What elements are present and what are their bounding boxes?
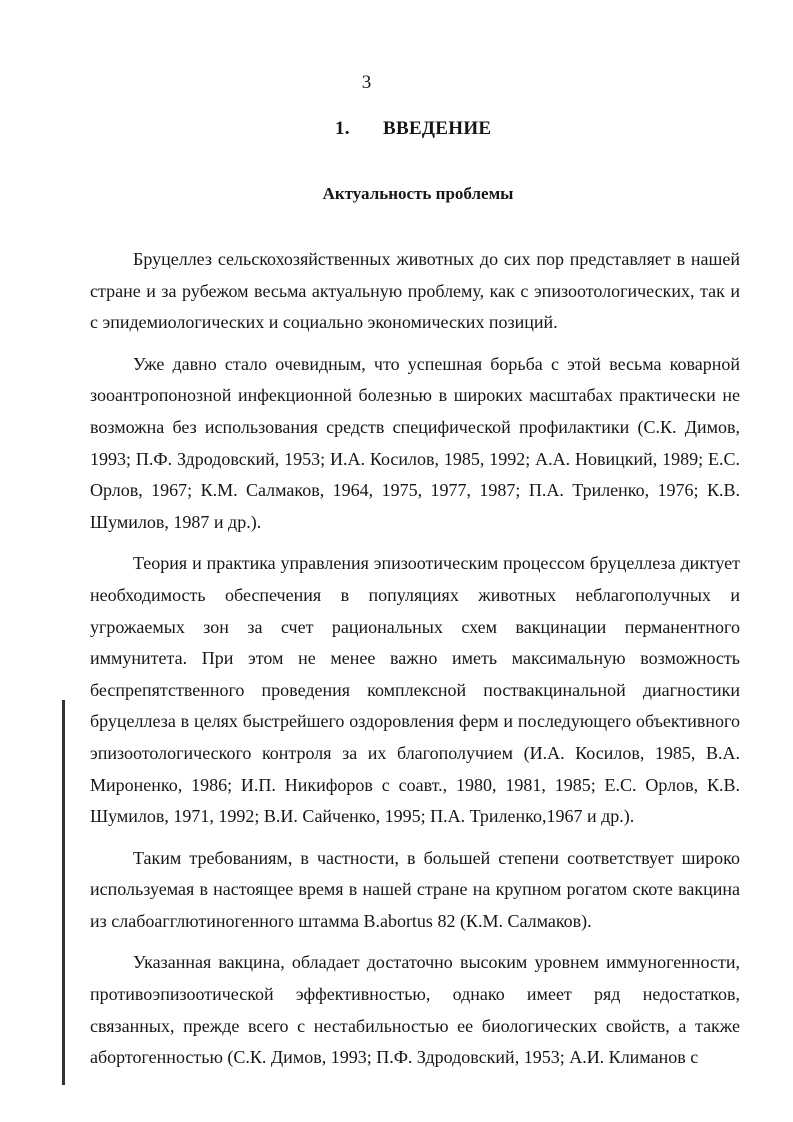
section-number: 1. xyxy=(335,118,350,139)
body-text xyxy=(90,244,740,1074)
section-heading xyxy=(335,118,491,140)
subheading: Актуальность проблемы xyxy=(322,184,514,203)
paragraph-4: Таким требованиям, в частности, в большей степени соответствует широко используемая в настоящее время в нашей стране на крупном рогатом скоте вакцина из слабоагглютиногенного штамма B.abortus 82 (К.М. Салмаков). xyxy=(90,847,740,931)
paragraph-2: Уже давно стало очевидным, что успешная борьба с этой весьма коварной зооантропонозной инфекционной болезнью в широких масштабах практически не возможна без использования средств специфической профилактики (С.К. Димов, 1993; П.Ф. Здродовский, 1953; И.А. Косилов, 1985, 1992; А.А. Новицкий, 1989; Е.С. Орлов, 1967; К.М. Салмаков, 1964, 1975, 1977, 1987; П.А. Триленко, 1976; К.В. Шумилов, 1987 и др.). xyxy=(90,353,740,532)
section-title: ВВЕДЕНИЕ xyxy=(383,118,492,139)
page-number: 3 xyxy=(361,72,372,93)
paragraph-5: Указанная вакцина, обладает достаточно высоким уровнем иммуногенности, противоэпизоотической эффективностью, однако имеет ряд недостатков, связанных, прежде всего с нестабильностью ее биологических свойств, а также абортогенностью (С.К. Димов, 1993; П.Ф. Здродовский, 1953; А.И. Климанов с xyxy=(90,952,740,1068)
scan-margin-line xyxy=(62,700,65,1085)
paragraph-3: Теория и практика управления эпизоотическим процессом бруцеллеза диктует необходимость обеспечения в популяциях животных неблагополучных и угрожаемых зон за счет рациональных схем вакцинации перманентного иммунитета. При этом не менее важно иметь максимальную возможность беспрепятственного проведения комплексной поствакцинальной диагностики бруцеллеза в целях быстрейшего оздоровления ферм и последующего объективного эпизоотологического контроля за их благополучием (И.А. Косилов, 1985, В.А. Мироненко, 1986; И.П. Никифоров с соавт., 1980, 1981, 1985; Е.С. Орлов, К.В. Шумилов, 1971, 1992; В.И. Сайченко, 1995; П.А. Триленко,1967 и др.). xyxy=(90,553,740,827)
paragraph-1: Бруцеллез сельскохозяйственных животных до сих пор представляет в нашей стране и за рубежом весьма актуальную проблему, как с эпизоотологических, так и с эпидемиологических и социально экономических позиций. xyxy=(90,249,740,333)
